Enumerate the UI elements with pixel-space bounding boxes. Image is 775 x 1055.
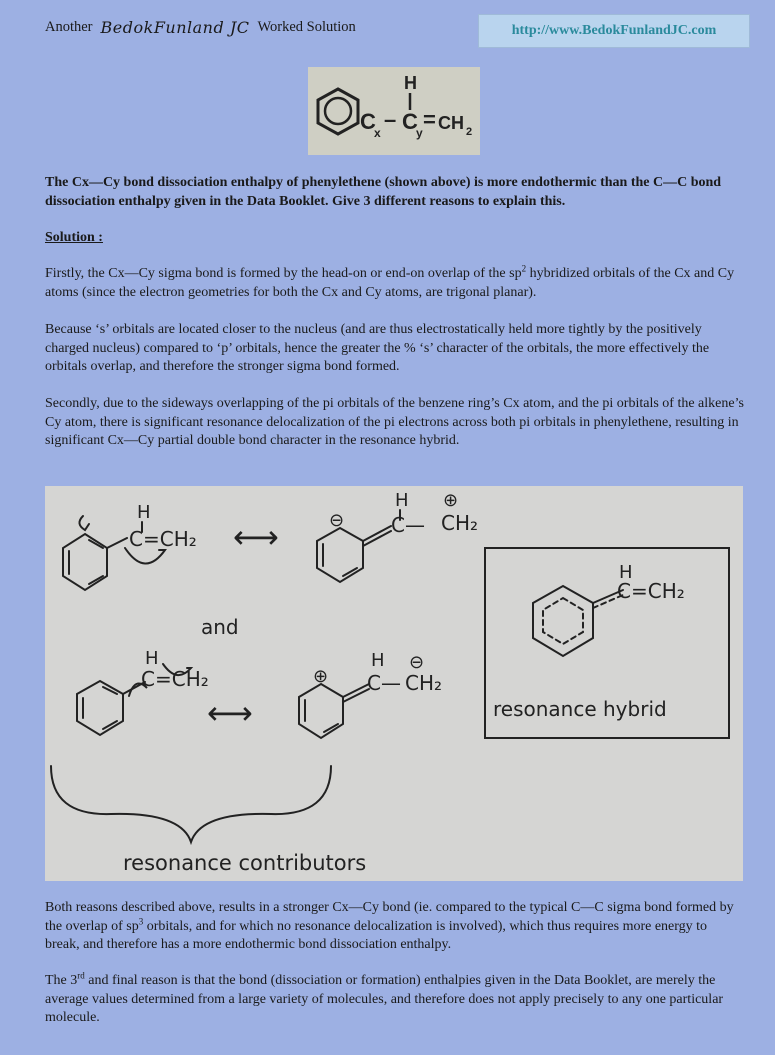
- resonance-contributors-label: resonance contributors: [123, 851, 367, 875]
- arrow-2: ⟷: [207, 694, 253, 732]
- contributor-1a: [63, 502, 197, 590]
- p4-text-a: Both reasons described above, results in a stronger Cx—Cy bond (ie. compared to the typical C—C sigma bond formed by the overlap of sp: [45, 900, 734, 934]
- p4-text-b: orbitals, and for which no resonance delocalization is involved), which thus requires more energy to break, and therefore has a more endothermic bond dissociation enthalpy.: [45, 918, 708, 952]
- sketch-ch2-1: CH₂: [441, 511, 479, 535]
- struct-double-bond: =: [423, 107, 436, 132]
- contributor-2b: [299, 650, 442, 738]
- question-text: The Cx—Cy bond dissociation enthalpy of phenylethene (shown above) is more endothermic than the C—C bond dissociation enthalpy given in the Data Booklet. Give 3 different reasons to explain this.: [45, 175, 722, 209]
- header-suffix: Worked Solution: [257, 19, 356, 35]
- page-header: [45, 18, 356, 37]
- struct-cy-sub: y: [416, 126, 423, 140]
- sketch-minus-2: ⊖: [409, 652, 425, 673]
- paragraph-s-character: Because ‘s’ orbitals are located closer to the nucleus (and are thus electrostatically held more tightly by the positively charged nucleus) compared to ‘p’ orbitals, hence the greater the % ‘s’ character of the orbitals, the more effectively the orbitals overlap, and therefore the stronger sigma bond formed.: [45, 322, 710, 374]
- sketch-h-1: H: [137, 502, 151, 523]
- sketch-cdash-1: C—: [391, 513, 425, 537]
- struct-ch2-sub: 2: [466, 126, 473, 138]
- arrow-1: ⟷: [233, 518, 279, 556]
- sketch-ch2eq-1: C=CH₂: [129, 527, 197, 551]
- contributors-brace: [51, 766, 331, 842]
- p4-superscript: 3: [138, 915, 144, 926]
- sketch-ch2-2: CH₂: [405, 671, 443, 695]
- struct-cx-label: C: [360, 109, 376, 134]
- sketch-ch2eq-3: C=CH₂: [617, 579, 685, 603]
- solution-title: Solution :: [45, 230, 103, 245]
- sketch-cdash-2: C—: [367, 671, 401, 695]
- and-label: and: [201, 615, 239, 639]
- contributor-1b: [317, 490, 478, 582]
- struct-ch2-label: CH: [438, 113, 464, 133]
- resonance-hybrid-box: [485, 548, 729, 738]
- phenylethene-structure-image: [308, 67, 480, 155]
- p5-text-a: The 3: [45, 973, 78, 988]
- p5-superscript: rd: [77, 970, 85, 981]
- resonance-sketch: [45, 486, 743, 881]
- paragraph-summary: [45, 899, 745, 955]
- sketch-h-5: H: [619, 562, 633, 583]
- sketch-h-2: H: [395, 490, 409, 511]
- contributor-2a: [77, 648, 209, 735]
- sketch-plus-2: ⊕: [313, 666, 329, 687]
- p5-text-b: and final reason is that the bond (dissociation or formation) enthalpies given in the Data Booklet, are merely the average values determined from a large variety of molecules, and therefore does not apply precisely to any one particular molecule.: [45, 973, 724, 1025]
- sketch-ch2eq-2: C=CH₂: [141, 667, 209, 691]
- resonance-hybrid-label: resonance hybrid: [493, 697, 667, 721]
- p1-text-a: Firstly, the Cx—Cy sigma bond is formed by the head-on or end-on overlap of the sp: [45, 266, 522, 281]
- website-link-box[interactable]: [478, 14, 750, 48]
- paragraph-third-reason: [45, 972, 745, 1028]
- struct-h-label: H: [404, 73, 417, 93]
- sketch-minus-1: ⊖: [329, 510, 345, 531]
- sketch-h-4: H: [371, 650, 385, 671]
- brand-logo: BedokFunland JC: [100, 18, 250, 37]
- struct-cx-sub: x: [374, 126, 381, 140]
- struct-single-bond: –: [384, 107, 397, 132]
- p1-superscript: 2: [521, 263, 527, 274]
- struct-cy-label: C: [402, 109, 418, 134]
- sketch-plus-1: ⊕: [443, 490, 459, 511]
- paragraph-second-reason: Secondly, due to the sideways overlapping of the pi orbitals of the benzene ring’s Cx atom, and the pi orbitals of the alkene’s Cy atom, there is significant resonance delocalization of the pi electrons across both pi orbitals in phenylethene, resulting in significant Cx—Cy partial double bond character in the resonance hybrid.: [45, 396, 744, 448]
- paragraph-first-reason: [45, 265, 745, 302]
- website-link[interactable]: http://www.BedokFunlandJC.com: [511, 23, 717, 38]
- p1-text-b: hybridized orbitals of the Cx and Cy atoms (since the electron geometries for both the Cx and Cy atoms, are trigonal planar).: [45, 266, 735, 300]
- sketch-h-3: H: [145, 648, 159, 669]
- header-prefix: Another: [45, 19, 93, 35]
